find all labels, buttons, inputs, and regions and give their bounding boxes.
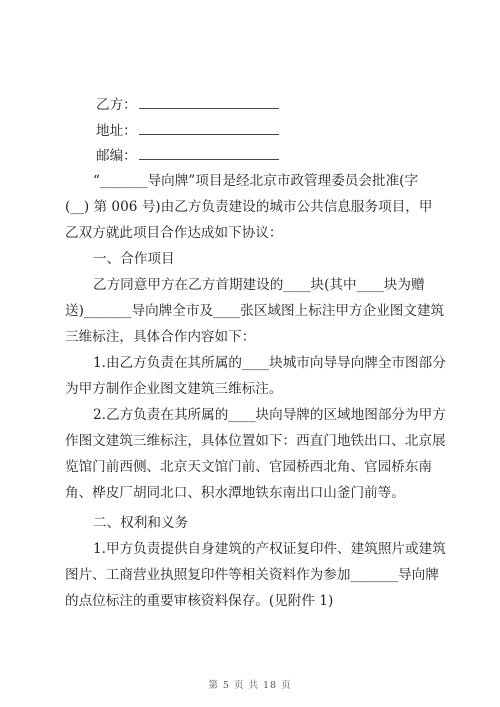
body-line: 角、桦皮厂胡同北口、积水潭地铁东南出口山釜门前等。 (65, 485, 405, 501)
body-line: 乙方同意甲方在乙方首期建设的____块(其中____块为赠 (93, 277, 425, 293)
section-heading: 一、合作项目 (93, 251, 175, 267)
blank-underline (139, 95, 279, 109)
body-line: 三维标注，具体合作内容如下： (65, 329, 256, 345)
body-line: 的点位标注的重要审核资料保存。(见附件 1) (65, 593, 334, 609)
section-heading: 二、权利和义务 (93, 515, 189, 531)
body-line: 1.甲方负责提供自身建筑的产权证复印件、建筑照片或建筑 (93, 541, 446, 557)
party-b-postcode-field (96, 146, 279, 165)
body-line: 览馆门前西侧、北京天文馆门前、官园桥西北角、官园桥东南 (65, 459, 433, 475)
body-line: “_______导向牌”项目是经北京市政管理委员会批准(字 (93, 173, 419, 189)
body-line: 2.乙方负责在其所属的____块向导牌的区域地图部分为甲方 (93, 407, 446, 423)
body-line: 作图文建筑三维标注，具体位置如下：西直门地铁出口、北京展 (65, 433, 446, 449)
field-label: 邮编： (96, 148, 137, 164)
party-b-address-field (96, 121, 279, 140)
blank-underline (139, 121, 279, 135)
body-line: 乙双方就此项目合作达成如下协议： (65, 225, 283, 241)
field-label: 地址： (96, 123, 137, 139)
page-number-footer: 第 5 页 共 18 页 (208, 680, 292, 691)
body-line: (__) 第 006 号)由乙方负责建设的城市公共信息服务项目，甲 (65, 199, 433, 215)
body-line: 图片、工商营业执照复印件等相关资料作为参加_______导向牌 (65, 567, 439, 583)
field-label: 乙方： (96, 97, 137, 113)
body-line: 1.由乙方负责在其所属的____块城市向导导向牌全市图部分 (93, 355, 446, 371)
party-b-name-field (96, 95, 279, 114)
body-line: 为甲方制作企业图文建筑三维标注。 (65, 381, 283, 397)
blank-underline (139, 146, 279, 160)
body-line: 送)_______导向牌全市及____张区域图上标注甲方企业图文建筑 (65, 303, 445, 319)
